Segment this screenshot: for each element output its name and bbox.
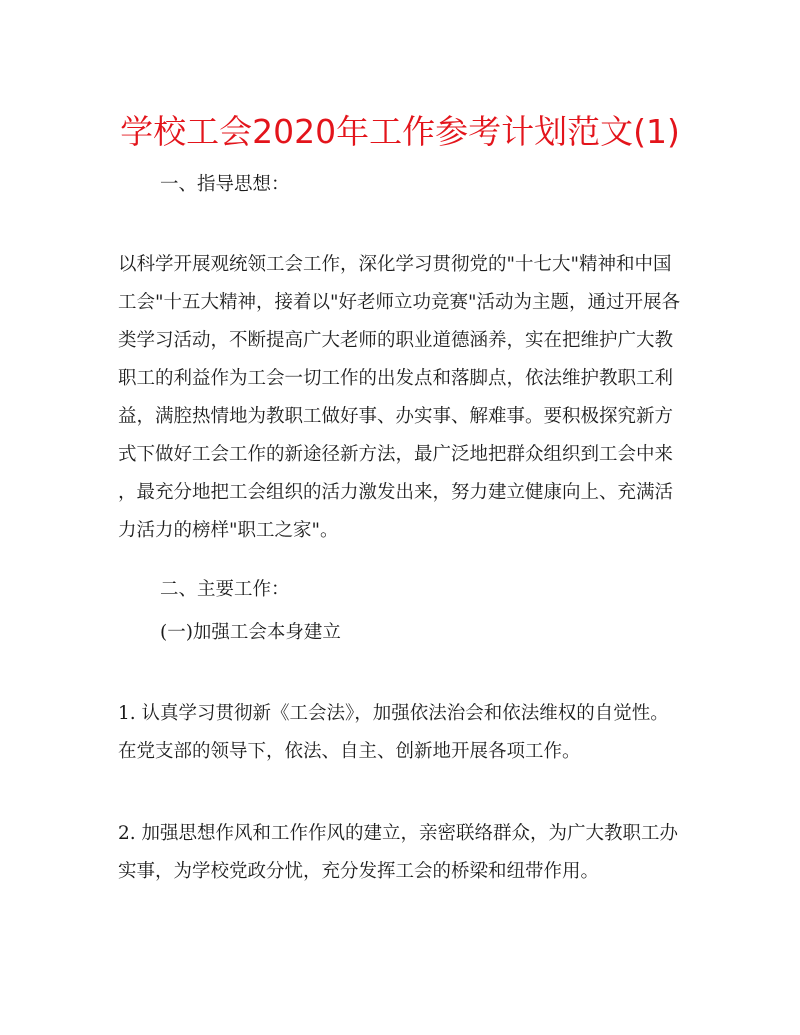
subsection-heading: (一)加强工会本身建立: [160, 622, 341, 643]
paragraph-line: 类学习活动，不断提高广大老师的职业道德涵养，实在把维护广大教: [118, 330, 674, 351]
paragraph-line: 式下做好工会工作的新途径新方法，最广泛地把群众组织到工会中来: [118, 444, 674, 465]
paragraph-line: 职工的利益作为工会一切工作的出发点和落脚点，依法维护教职工利: [118, 368, 674, 389]
list-item-line: 1. 认真学习贯彻新《工会法》，加强依法治会和依法维权的自觉性。: [118, 703, 669, 724]
paragraph-line: 力活力的榜样"职工之家"。: [118, 520, 339, 541]
section-heading-main-work: 二、主要工作：: [160, 579, 290, 600]
paragraph-line: 以科学开展观统领工会工作，深化学习贯彻党的"十七大"精神和中国: [118, 254, 672, 275]
document-title: 学校工会2020年工作参考计划范文(1): [120, 112, 680, 151]
paragraph-line: 益，满腔热情地为教职工做好事、办实事、解难事。要积极探究新方: [118, 406, 674, 427]
list-item-line: 在党支部的领导下，依法、自主、创新地开展各项工作。: [118, 741, 581, 762]
list-item-line: 实事，为学校党政分忧，充分发挥工会的桥梁和纽带作用。: [118, 861, 600, 882]
paragraph-line: ，最充分地把工会组织的活力激发出来，努力建立健康向上、充满活: [118, 482, 674, 503]
list-item-line: 2. 加强思想作风和工作作风的建立，亲密联络群众，为广大教职工办: [118, 823, 679, 844]
section-heading-guiding-ideology: 一、指导思想：: [160, 174, 290, 195]
paragraph-line: 工会"十五大精神，接着以"好老师立功竞赛"活动为主题，通过开展各: [118, 292, 681, 313]
